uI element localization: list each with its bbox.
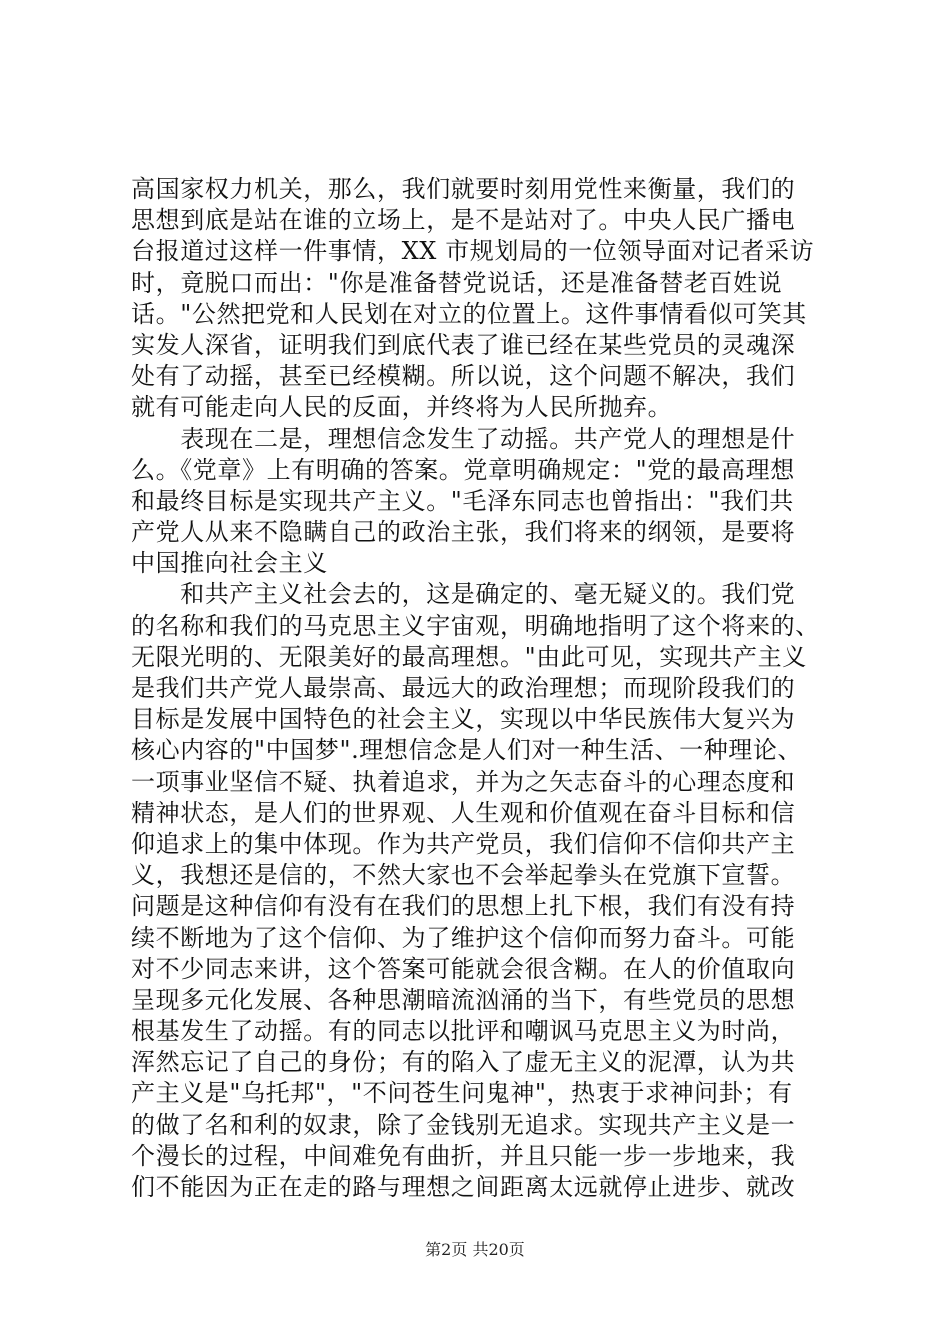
text-line-1: 高国家权力机关，那么，我们就要时刻用党性来衡量，我们的 — [131, 175, 796, 203]
text-line-29: 浑然忘记了自己的身份；有的陷入了虚无主义的泥潭，认为共 — [131, 1048, 796, 1077]
text-line-25: 续不断地为了这个信仰、为了维护这个信仰而努力奋斗。可能 — [131, 923, 796, 952]
page-footer: 第2页 共20页 — [425, 1240, 525, 1259]
text-line-27: 呈现多元化发展、各种思潮暗流汹涌的当下，有些党员的思想 — [131, 985, 796, 1014]
text-line-16: 无限光明的、无限美好的最高理想。"由此可见，实现共产主义 — [131, 642, 807, 671]
text-line-15: 的名称和我们的马克思主义宇宙观，明确地指明了这个将来的、 — [131, 611, 820, 640]
text-line-13: 中国推向社会主义 — [131, 549, 328, 578]
text-line-2: 思想到底是站在谁的立场上，是不是站对了。中央人民广播电 — [131, 206, 796, 235]
text-line-6: 实发人深省，证明我们到底代表了谁已经在某些党员的灵魂深 — [131, 330, 796, 359]
text-line-33: 们不能因为正在走的路与理想之间距离太远就停止进步、就改 — [131, 1173, 796, 1201]
text-line-30: 产主义是"乌托邦"，"不问苍生问鬼神"，热衷于求神问卦；有 — [131, 1079, 793, 1108]
text-line-10: 么。《党章》上有明确的答案。党章明确规定："党的最高理想 — [131, 455, 795, 484]
body-text — [131, 174, 831, 1203]
text-line-32: 个漫长的过程，中间难免有曲折，并且只能一步一步地来，我 — [131, 1141, 796, 1170]
text-line-24: 问题是这种信仰有没有在我们的思想上扎下根，我们有没有持 — [131, 892, 796, 921]
text-line-5: 话。"公然把党和人民划在对立的位置上。这件事情看似可笑其 — [131, 299, 807, 328]
text-line-19: 核心内容的"中国梦".理想信念是人们对一种生活、一种理论、 — [131, 736, 803, 765]
text-line-8: 就有可能走向人民的反面，并终将为人民所抛弃。 — [131, 393, 673, 422]
text-line-20: 一项事业坚信不疑、执着追求，并为之矢志奋斗的心理态度和 — [131, 767, 796, 796]
text-line-7: 处有了动摇，甚至已经模糊。所以说，这个问题不解决，我们 — [131, 362, 796, 391]
text-line-22: 仰追求上的集中体现。作为共产党员，我们信仰不信仰共产主 — [131, 829, 796, 858]
text-line-9: 表现在二是，理想信念发生了动摇。共产党人的理想是什 — [131, 424, 796, 453]
text-line-11: 和最终目标是实现共产主义。"毛泽东同志也曾指出："我们共 — [131, 486, 794, 515]
text-line-26: 对不少同志来讲，这个答案可能就会很含糊。在人的价值取向 — [131, 954, 796, 983]
text-line-14: 和共产主义社会去的，这是确定的、毫无疑义的。我们党 — [131, 580, 796, 609]
text-line-28: 根基发生了动摇。有的同志以批评和嘲讽马克思主义为时尚， — [131, 1017, 796, 1046]
text-line-31: 的做了名和利的奴隶，除了金钱别无追求。实现共产主义是一 — [131, 1110, 796, 1139]
text-line-17: 是我们共产党人最崇高、最远大的政治理想；而现阶段我们的 — [131, 674, 796, 702]
text-line-12: 产党人从来不隐瞒自己的政治主张，我们将来的纲领，是要将 — [131, 518, 796, 547]
text-line-21: 精神状态，是人们的世界观、人生观和价值观在奋斗目标和信 — [131, 798, 796, 827]
text-line-4: 时，竟脱口而出："你是准备替党说话，还是准备替老百姓说 — [131, 268, 783, 297]
text-line-18: 目标是发展中国特色的社会主义，实现以中华民族伟大复兴为 — [131, 705, 796, 734]
text-line-23: 义，我想还是信的，不然大家也不会举起拳头在党旗下宣誓。 — [131, 861, 796, 890]
text-line-3: 台报道过这样一件事情，XX 市规划局的一位领导面对记者采访 — [131, 237, 815, 266]
